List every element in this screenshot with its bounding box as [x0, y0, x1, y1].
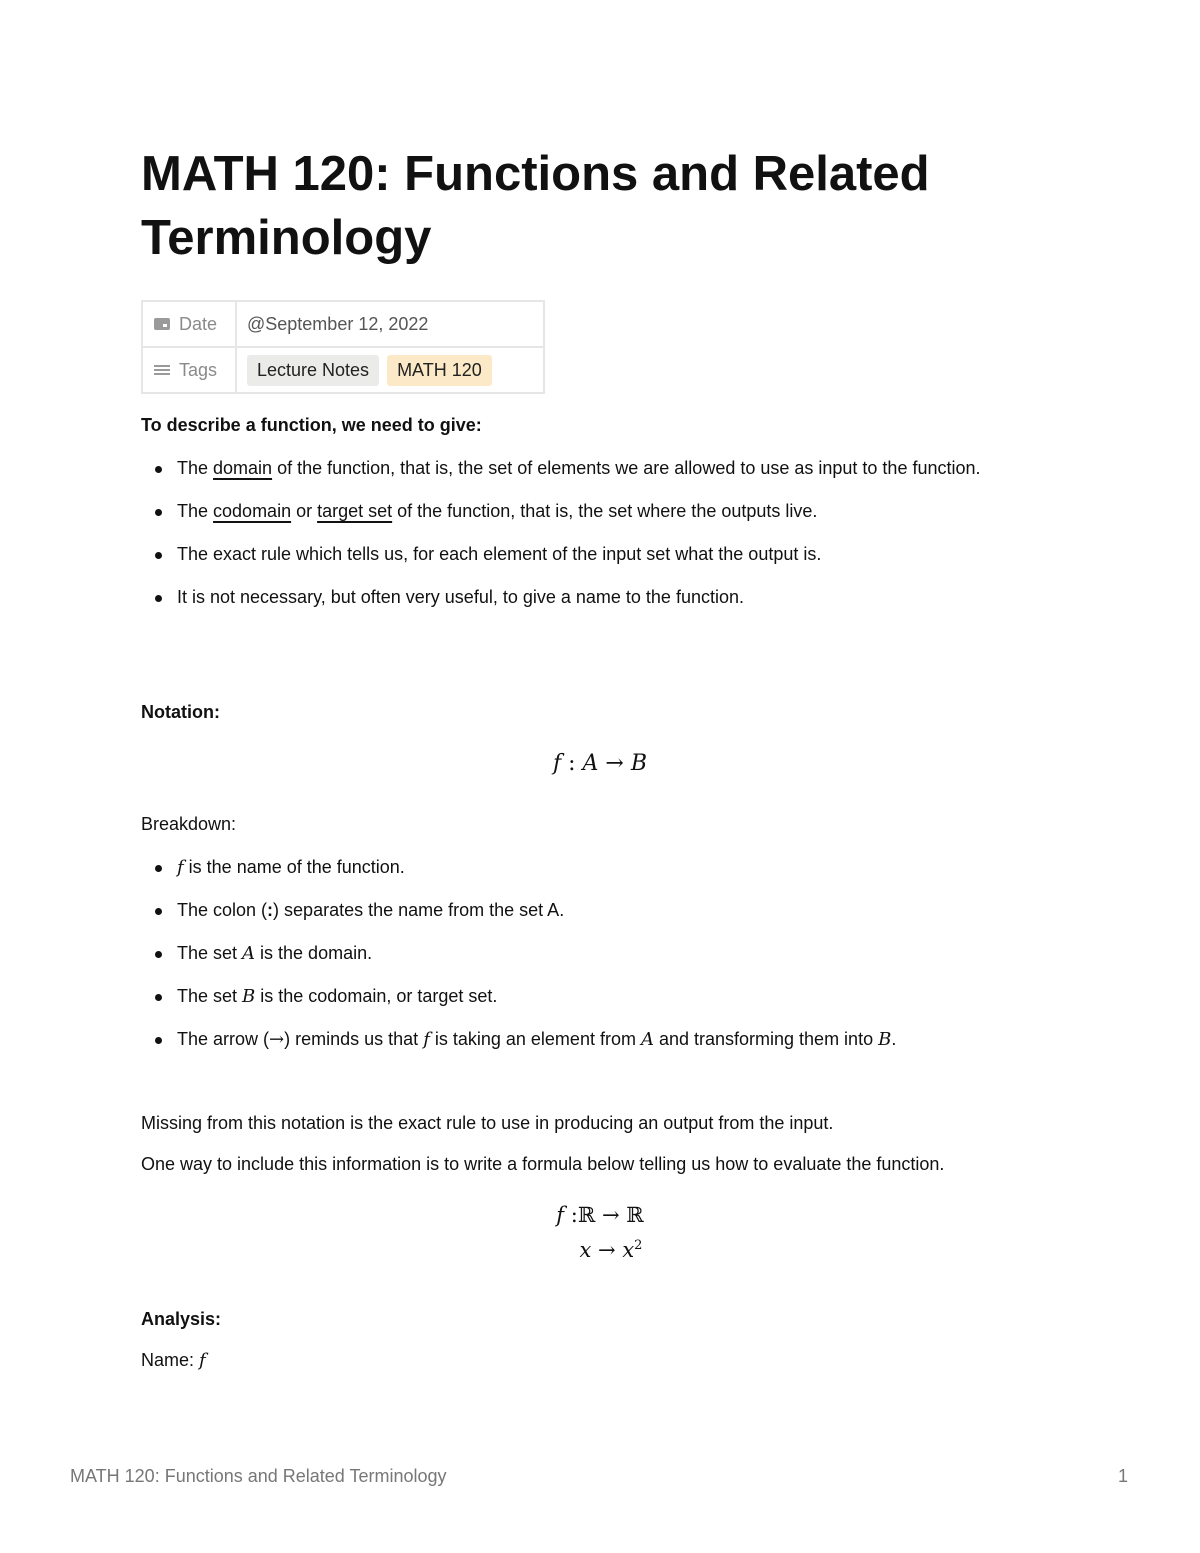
breakdown-list [141, 852, 1041, 1067]
name-label: Name: [141, 1350, 200, 1370]
eq-f: f [552, 751, 562, 776]
tags-property [142, 347, 544, 393]
text: . [891, 1029, 897, 1049]
paragraph: Missing from this notation is the exact rule to use in producing an output from the input. [141, 1113, 834, 1133]
section-heading: To describe a function, we need to give: [141, 415, 482, 435]
tags-key [142, 347, 236, 393]
list-item [141, 938, 1041, 969]
tag-lecture-notes[interactable]: Lecture Notes [247, 355, 379, 386]
properties-table [141, 300, 545, 394]
formula-mapping: :ℝ → ℝ [564, 1203, 644, 1227]
formula-f: f [556, 1203, 565, 1227]
requirements-list [141, 453, 1041, 625]
text: ) reminds us that [284, 1029, 424, 1049]
codomain-term: codomain [213, 501, 292, 521]
formula-x2: x [622, 1238, 635, 1262]
list-item [141, 453, 1041, 484]
date-property [142, 301, 544, 347]
text: is the domain. [255, 943, 373, 963]
list-item [141, 852, 1041, 883]
formula-exponent: 2 [634, 1238, 643, 1253]
text: of the function, that is, the set where the outputs live. [392, 501, 818, 521]
text: The set [177, 986, 243, 1006]
text: is taking an element from [429, 1029, 641, 1049]
text: is the name of the function. [183, 857, 405, 877]
math-symbol: → [269, 1029, 285, 1050]
breakdown-label: Breakdown: [141, 814, 237, 834]
footer-title: MATH 120: Functions and Related Terminology [70, 1466, 447, 1486]
text: The colon ( [177, 900, 268, 920]
domain-term: domain [213, 458, 273, 478]
math-symbol: B [878, 1029, 892, 1050]
calendar-icon [153, 317, 171, 331]
notation-equation [0, 750, 1200, 776]
math-symbol: B [242, 986, 256, 1007]
page-number: 1 [1117, 1466, 1128, 1486]
formula-arrow: → [591, 1238, 623, 1262]
text: The arrow ( [177, 1029, 270, 1049]
paragraph: One way to include this information is to write a formula below telling us how to evaluate the function. [141, 1154, 945, 1174]
text: of the function, that is, the set of elements we are allowed to use as input to the function. [272, 458, 981, 478]
tags-value [236, 347, 544, 393]
text: The [177, 458, 214, 478]
page-title: MATH 120: Functions and Related Terminology [141, 147, 930, 265]
analysis-name [141, 1345, 1061, 1376]
math-symbol: A [242, 943, 256, 964]
eq-colon: : [561, 751, 583, 776]
text: ) separates the name from the set A. [273, 900, 565, 920]
text: and transforming them into [653, 1029, 879, 1049]
math-symbol: A [640, 1029, 654, 1050]
name-value: f [199, 1350, 206, 1371]
tags-label: Tags [179, 359, 218, 380]
eq-b: B [630, 751, 648, 776]
math-symbol: : [267, 900, 274, 920]
notation-heading: Notation: [141, 702, 220, 722]
list-item: The exact rule which tells us, for each element of the input set what the output is. [141, 539, 1041, 570]
text: The [177, 501, 214, 521]
list-item [141, 496, 1041, 527]
date-key [142, 301, 236, 347]
date-label: Date [179, 313, 218, 334]
formula-x: x [579, 1238, 592, 1262]
math-symbol: f [177, 857, 184, 878]
math-symbol: f [423, 1029, 430, 1050]
text: is the codomain, or target set. [255, 986, 498, 1006]
text: or [291, 501, 318, 521]
eq-arrow: → [598, 751, 631, 776]
tag-math-120[interactable]: MATH 120 [387, 355, 492, 386]
target-set-term: target set [317, 501, 393, 521]
formula-line-1 [0, 1203, 1200, 1228]
formula-line-2 [0, 1238, 1200, 1263]
list-item: It is not necessary, but often very useful, to give a name to the function. [141, 582, 1041, 613]
text: The set [177, 943, 243, 963]
analysis-heading: Analysis: [141, 1309, 222, 1329]
list-item [141, 981, 1041, 1012]
list-icon [153, 363, 171, 377]
eq-a: A [582, 751, 599, 776]
list-item [141, 1024, 1041, 1055]
list-item [141, 895, 1041, 926]
date-value[interactable]: @September 12, 2022 [236, 301, 544, 347]
